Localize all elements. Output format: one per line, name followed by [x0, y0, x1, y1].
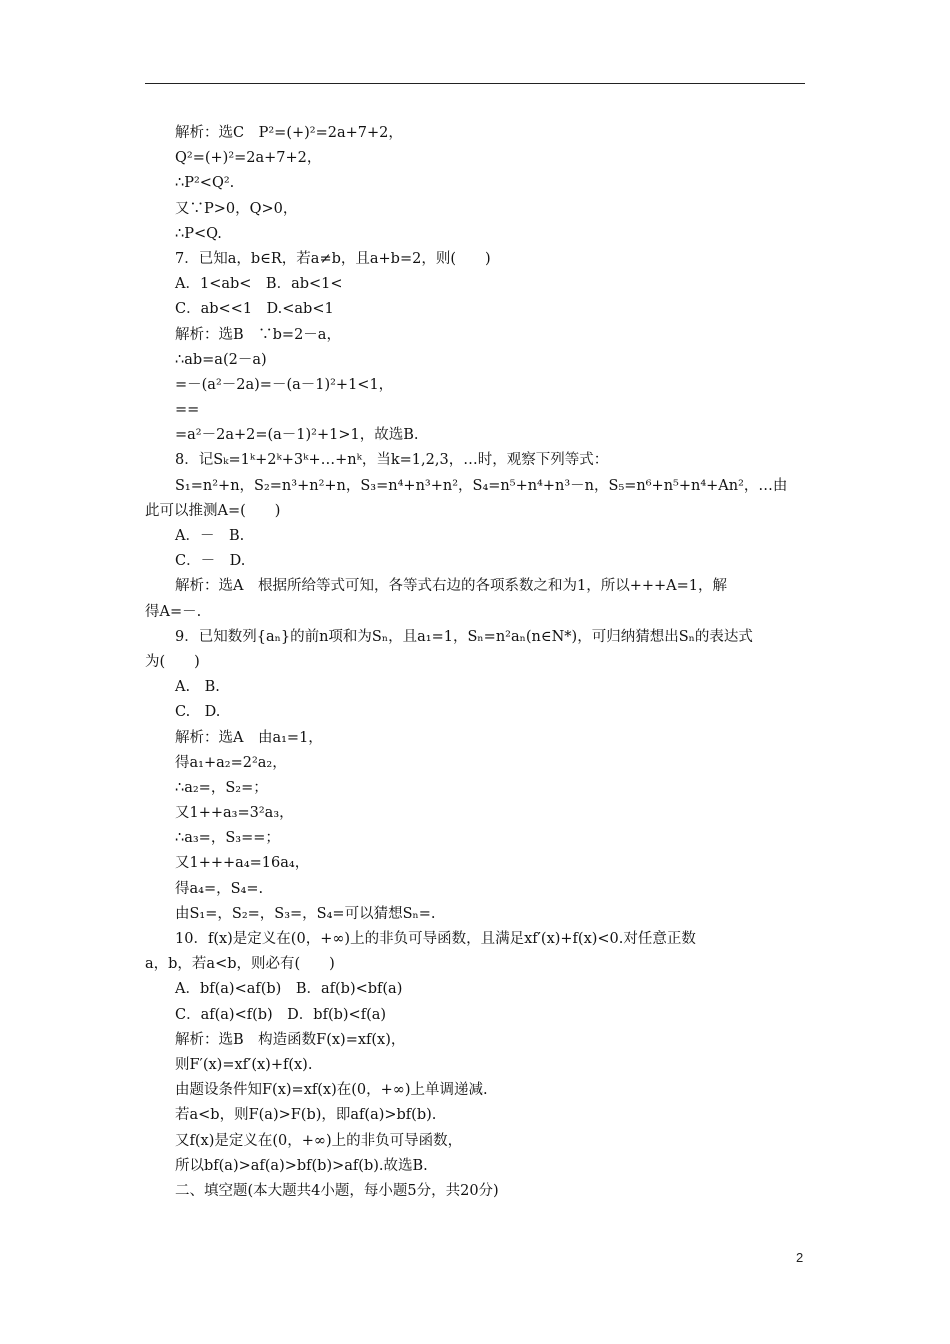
text-line: 10．f(x)是定义在(0，+∞)上的非负可导函数，且满足xf′(x)+f(x)<0.对任意正数	[175, 931, 696, 947]
text-line: a，b，若a<b，则必有( )	[145, 956, 335, 973]
text-line: S₁=n²+n，S₂=n³+n²+n，S₃=n⁴+n³+n²，S₄=n⁵+n⁴+n³－n，S₅=n⁶+n⁵+n⁴+An²，…由	[175, 477, 788, 494]
text-line: =－(a²－2a)=－(a－1)²+1<1，	[175, 376, 394, 393]
text-line: C．af(a)<f(b) D．bf(b)<f(a)	[175, 1006, 387, 1023]
header-rule	[145, 83, 805, 84]
text-line: ∴P²<Q².	[175, 175, 235, 192]
text-line: A．1<ab< B．ab<1<	[175, 276, 343, 293]
text-line: 由题设条件知F(x)=xf(x)在(0，+∞)上单调递减.	[175, 1082, 488, 1099]
text-line: 解析：选C P²=(+)²=2a+7+2，	[175, 125, 403, 141]
text-line: 又1++a₃=3²a₃，	[175, 805, 294, 822]
text-line: A．－ B.	[175, 528, 245, 544]
text-line: 又f(x)是定义在(0，+∞)上的非负可导函数，	[175, 1132, 463, 1149]
text-line: 由S₁=，S₂=，S₃=，S₄=可以猜想Sₙ=.	[175, 905, 436, 922]
text-line: 为( )	[145, 653, 200, 670]
text-line: A．bf(a)<af(b) B．af(b)<bf(a)	[175, 981, 403, 998]
text-line: 则F′(x)=xf′(x)+f(x).	[175, 1056, 313, 1073]
text-line: C. D.	[175, 704, 221, 721]
text-line: ∴ab=a(2－a)	[175, 351, 267, 368]
text-line: 解析：选B ∵b=2－a，	[175, 326, 341, 343]
text-line: ∴a₂=，S₂=；	[175, 779, 268, 796]
page-number: 2	[796, 1250, 804, 1265]
text-line: ==	[175, 402, 200, 419]
text-line: 9．已知数列{aₙ}的前n项和为Sₙ，且a₁=1，Sₙ=n²aₙ(n∈N*)，可归纳猜想出Sₙ的表达式	[175, 628, 753, 645]
text-line: 7．已知a，b∈R，若a≠b，且a+b=2，则( )	[175, 250, 491, 267]
text-line: C．ab<<1 D.<ab<1	[175, 301, 334, 318]
text-line: 得A=－.	[145, 603, 202, 620]
text-line: ∴a₃=，S₃==；	[175, 830, 280, 847]
text-line: 又∵P>0，Q>0，	[175, 200, 298, 217]
text-line: 得a₁+a₂=2²a₂，	[175, 754, 287, 771]
text-line: 此可以推测A=( )	[145, 502, 281, 519]
text-line: 8．记Sₖ=1ᵏ+2ᵏ+3ᵏ+…+nᵏ，当k=1,2,3，…时，观察下列等式：	[175, 452, 609, 469]
document-body	[145, 121, 809, 1204]
text-line: ∴P<Q.	[175, 225, 222, 242]
text-line: 又1+++a₄=16a₄，	[175, 855, 310, 872]
text-line: C．－ D.	[175, 553, 246, 570]
text-line: 若a<b，则F(a)>F(b)，即af(a)>bf(b).	[175, 1107, 437, 1124]
text-line: Q²=(+)²=2a+7+2，	[175, 150, 322, 167]
text-line: A. B.	[175, 679, 220, 696]
text-line: 解析：选A 由a₁=1，	[175, 729, 323, 746]
text-line: 解析：选A 根据所给等式可知，各等式右边的各项系数之和为1，所以+++A=1，解	[175, 578, 727, 595]
text-line: =a²－2a+2=(a－1)²+1>1，故选B.	[175, 427, 419, 444]
text-line: 二、填空题(本大题共4小题，每小题5分，共20分)	[175, 1182, 499, 1199]
text-line: 解析：选B 构造函数F(x)=xf(x)，	[175, 1031, 406, 1048]
text-line: 得a₄=，S₄=.	[175, 880, 264, 897]
text-line: 所以bf(a)>af(a)>bf(b)>af(b).故选B.	[175, 1157, 428, 1174]
